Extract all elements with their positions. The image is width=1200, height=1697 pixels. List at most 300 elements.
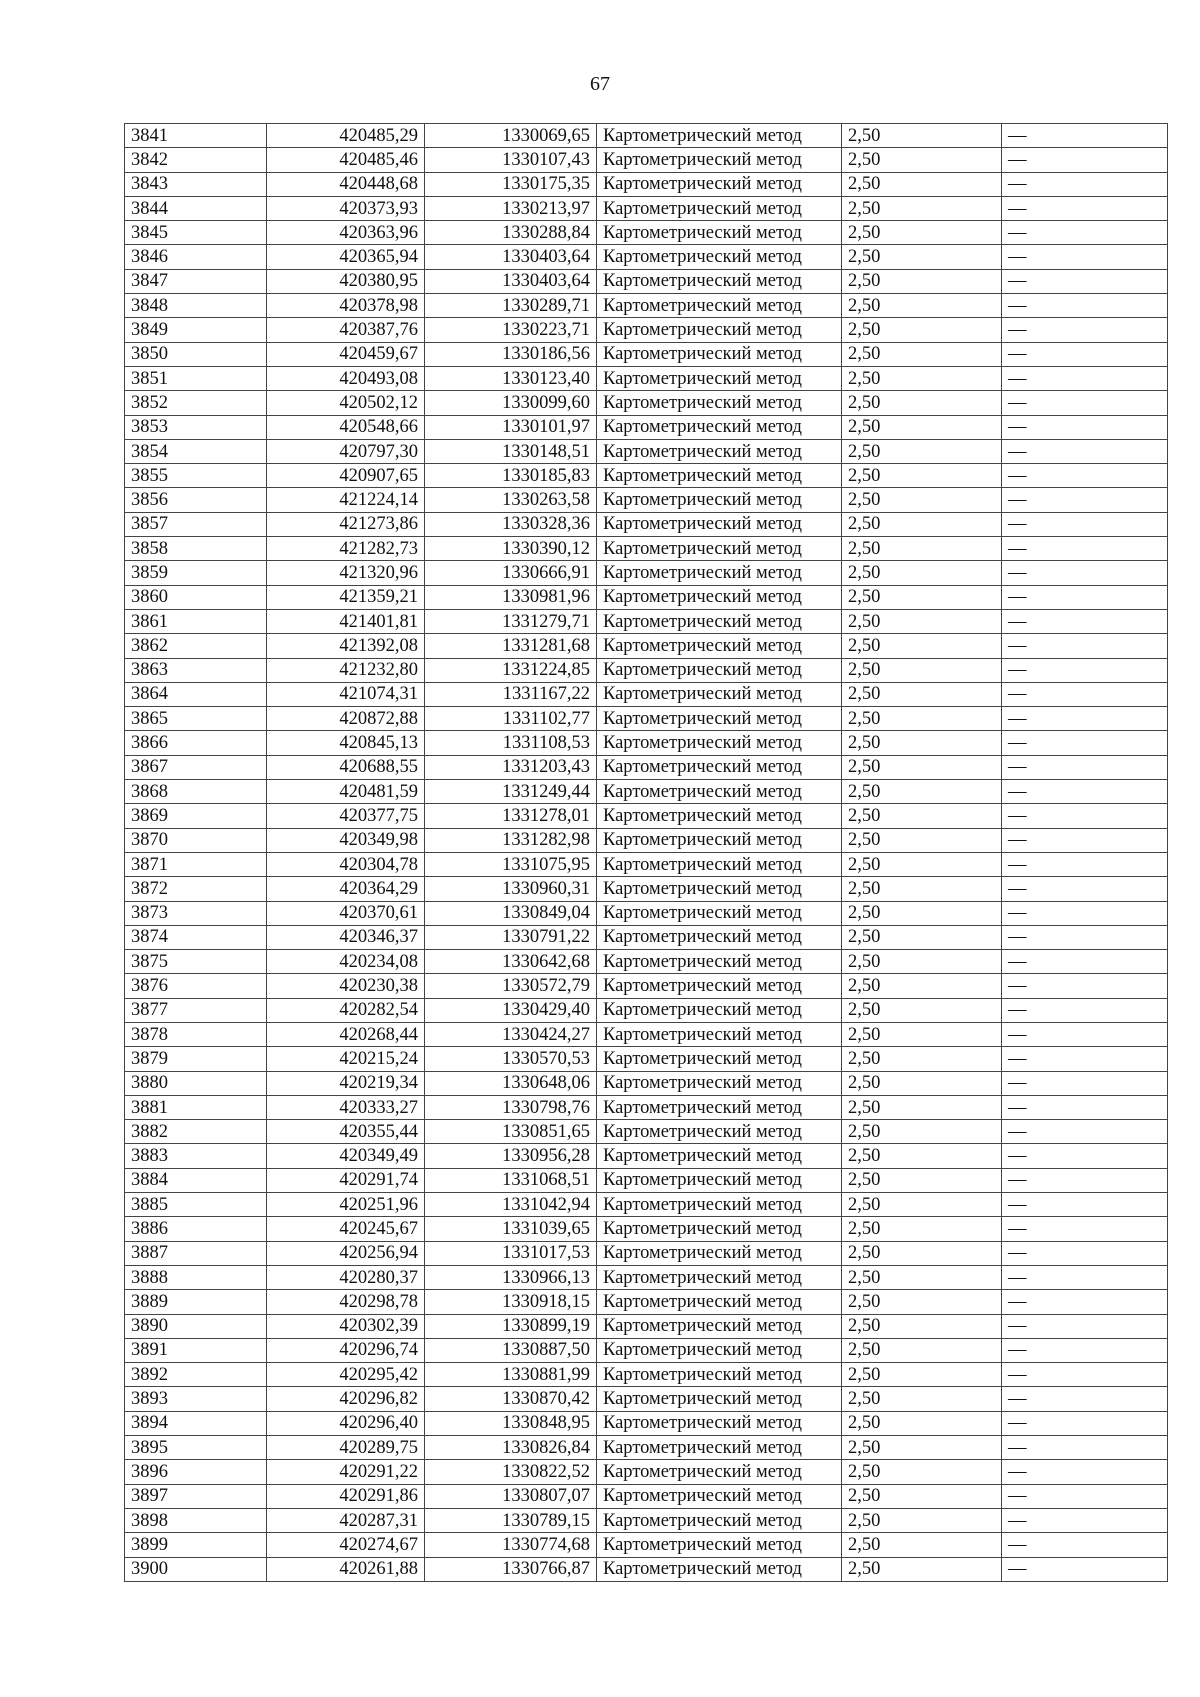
table-row <box>125 974 1168 998</box>
y-coordinate-cell: 1330981,96 <box>425 585 597 609</box>
x-coordinate-cell: 420245,67 <box>267 1217 425 1241</box>
point-number-cell: 3878 <box>125 1022 267 1046</box>
point-number-cell: 3863 <box>125 658 267 682</box>
accuracy-cell: 2,50 <box>842 755 1002 779</box>
note-cell: — <box>1002 1484 1168 1508</box>
note-cell: — <box>1002 1460 1168 1484</box>
y-coordinate-cell: 1330642,68 <box>425 950 597 974</box>
accuracy-cell: 2,50 <box>842 1265 1002 1289</box>
accuracy-cell: 2,50 <box>842 1363 1002 1387</box>
x-coordinate-cell: 420365,94 <box>267 245 425 269</box>
method-cell: Картометрический метод <box>597 342 842 366</box>
method-cell: Картометрический метод <box>597 658 842 682</box>
note-cell: — <box>1002 634 1168 658</box>
table-row <box>125 780 1168 804</box>
point-number-cell: 3891 <box>125 1338 267 1362</box>
method-cell: Картометрический метод <box>597 877 842 901</box>
note-cell: — <box>1002 148 1168 172</box>
y-coordinate-cell: 1330403,64 <box>425 269 597 293</box>
note-cell: — <box>1002 1533 1168 1557</box>
table-row <box>125 925 1168 949</box>
method-cell: Картометрический метод <box>597 488 842 512</box>
y-coordinate-cell: 1330185,83 <box>425 464 597 488</box>
x-coordinate-cell: 420373,93 <box>267 196 425 220</box>
y-coordinate-cell: 1330881,99 <box>425 1363 597 1387</box>
y-coordinate-cell: 1330870,42 <box>425 1387 597 1411</box>
point-number-cell: 3858 <box>125 537 267 561</box>
x-coordinate-cell: 420378,98 <box>267 294 425 318</box>
x-coordinate-cell: 420274,67 <box>267 1533 425 1557</box>
method-cell: Картометрический метод <box>597 804 842 828</box>
method-cell: Картометрический метод <box>597 1144 842 1168</box>
point-number-cell: 3851 <box>125 366 267 390</box>
method-cell: Картометрический метод <box>597 1095 842 1119</box>
x-coordinate-cell: 421320,96 <box>267 561 425 585</box>
y-coordinate-cell: 1331068,51 <box>425 1168 597 1192</box>
point-number-cell: 3843 <box>125 172 267 196</box>
x-coordinate-cell: 421401,81 <box>267 609 425 633</box>
point-number-cell: 3881 <box>125 1095 267 1119</box>
x-coordinate-cell: 421359,21 <box>267 585 425 609</box>
point-number-cell: 3846 <box>125 245 267 269</box>
y-coordinate-cell: 1330849,04 <box>425 901 597 925</box>
x-coordinate-cell: 420364,29 <box>267 877 425 901</box>
table-row <box>125 1484 1168 1508</box>
table-row <box>125 488 1168 512</box>
accuracy-cell: 2,50 <box>842 221 1002 245</box>
point-number-cell: 3897 <box>125 1484 267 1508</box>
note-cell: — <box>1002 415 1168 439</box>
y-coordinate-cell: 1331167,22 <box>425 682 597 706</box>
point-number-cell: 3860 <box>125 585 267 609</box>
note-cell: — <box>1002 391 1168 415</box>
y-coordinate-cell: 1330288,84 <box>425 221 597 245</box>
table-row <box>125 658 1168 682</box>
x-coordinate-cell: 420268,44 <box>267 1022 425 1046</box>
table-row <box>125 196 1168 220</box>
y-coordinate-cell: 1331203,43 <box>425 755 597 779</box>
y-coordinate-cell: 1331249,44 <box>425 780 597 804</box>
y-coordinate-cell: 1330099,60 <box>425 391 597 415</box>
y-coordinate-cell: 1331279,71 <box>425 609 597 633</box>
note-cell: — <box>1002 658 1168 682</box>
point-number-cell: 3864 <box>125 682 267 706</box>
table-row <box>125 245 1168 269</box>
note-cell: — <box>1002 852 1168 876</box>
x-coordinate-cell: 420481,59 <box>267 780 425 804</box>
table-row <box>125 707 1168 731</box>
table-row <box>125 901 1168 925</box>
y-coordinate-cell: 1330328,36 <box>425 512 597 536</box>
point-number-cell: 3842 <box>125 148 267 172</box>
table-row <box>125 1533 1168 1557</box>
table-row <box>125 1095 1168 1119</box>
table-row <box>125 561 1168 585</box>
accuracy-cell: 2,50 <box>842 318 1002 342</box>
method-cell: Картометрический метод <box>597 196 842 220</box>
note-cell: — <box>1002 974 1168 998</box>
y-coordinate-cell: 1330429,40 <box>425 998 597 1022</box>
point-number-cell: 3872 <box>125 877 267 901</box>
accuracy-cell: 2,50 <box>842 974 1002 998</box>
table-row <box>125 294 1168 318</box>
table-row <box>125 537 1168 561</box>
accuracy-cell: 2,50 <box>842 1460 1002 1484</box>
y-coordinate-cell: 1331017,53 <box>425 1241 597 1265</box>
point-number-cell: 3899 <box>125 1533 267 1557</box>
accuracy-cell: 2,50 <box>842 1290 1002 1314</box>
point-number-cell: 3895 <box>125 1436 267 1460</box>
x-coordinate-cell: 421282,73 <box>267 537 425 561</box>
note-cell: — <box>1002 828 1168 852</box>
x-coordinate-cell: 420219,34 <box>267 1071 425 1095</box>
accuracy-cell: 2,50 <box>842 124 1002 148</box>
method-cell: Картометрический метод <box>597 512 842 536</box>
point-number-cell: 3875 <box>125 950 267 974</box>
accuracy-cell: 2,50 <box>842 682 1002 706</box>
method-cell: Картометрический метод <box>597 1071 842 1095</box>
note-cell: — <box>1002 537 1168 561</box>
x-coordinate-cell: 420295,42 <box>267 1363 425 1387</box>
y-coordinate-cell: 1330069,65 <box>425 124 597 148</box>
x-coordinate-cell: 420282,54 <box>267 998 425 1022</box>
note-cell: — <box>1002 1193 1168 1217</box>
method-cell: Картометрический метод <box>597 561 842 585</box>
table-row <box>125 852 1168 876</box>
x-coordinate-cell: 420291,74 <box>267 1168 425 1192</box>
table-row <box>125 1387 1168 1411</box>
note-cell: — <box>1002 561 1168 585</box>
note-cell: — <box>1002 1047 1168 1071</box>
method-cell: Картометрический метод <box>597 852 842 876</box>
note-cell: — <box>1002 804 1168 828</box>
point-number-cell: 3882 <box>125 1120 267 1144</box>
point-number-cell: 3845 <box>125 221 267 245</box>
y-coordinate-cell: 1330848,95 <box>425 1411 597 1435</box>
method-cell: Картометрический метод <box>597 1168 842 1192</box>
note-cell: — <box>1002 1095 1168 1119</box>
accuracy-cell: 2,50 <box>842 1557 1002 1581</box>
accuracy-cell: 2,50 <box>842 1217 1002 1241</box>
point-number-cell: 3871 <box>125 852 267 876</box>
accuracy-cell: 2,50 <box>842 342 1002 366</box>
x-coordinate-cell: 420289,75 <box>267 1436 425 1460</box>
method-cell: Картометрический метод <box>597 1120 842 1144</box>
method-cell: Картометрический метод <box>597 1484 842 1508</box>
point-number-cell: 3888 <box>125 1265 267 1289</box>
table-row <box>125 950 1168 974</box>
table-row <box>125 1047 1168 1071</box>
y-coordinate-cell: 1331278,01 <box>425 804 597 828</box>
accuracy-cell: 2,50 <box>842 1168 1002 1192</box>
point-number-cell: 3892 <box>125 1363 267 1387</box>
x-coordinate-cell: 420296,82 <box>267 1387 425 1411</box>
point-number-cell: 3861 <box>125 609 267 633</box>
note-cell: — <box>1002 245 1168 269</box>
method-cell: Картометрический метод <box>597 269 842 293</box>
accuracy-cell: 2,50 <box>842 950 1002 974</box>
accuracy-cell: 2,50 <box>842 877 1002 901</box>
note-cell: — <box>1002 1314 1168 1338</box>
x-coordinate-cell: 420346,37 <box>267 925 425 949</box>
x-coordinate-cell: 420502,12 <box>267 391 425 415</box>
note-cell: — <box>1002 1508 1168 1532</box>
note-cell: — <box>1002 609 1168 633</box>
point-number-cell: 3853 <box>125 415 267 439</box>
y-coordinate-cell: 1330807,07 <box>425 1484 597 1508</box>
method-cell: Картометрический метод <box>597 1022 842 1046</box>
point-number-cell: 3876 <box>125 974 267 998</box>
y-coordinate-cell: 1330966,13 <box>425 1265 597 1289</box>
y-coordinate-cell: 1330148,51 <box>425 439 597 463</box>
table-row <box>125 804 1168 828</box>
method-cell: Картометрический метод <box>597 828 842 852</box>
x-coordinate-cell: 420459,67 <box>267 342 425 366</box>
x-coordinate-cell: 420296,40 <box>267 1411 425 1435</box>
point-number-cell: 3879 <box>125 1047 267 1071</box>
x-coordinate-cell: 420251,96 <box>267 1193 425 1217</box>
point-number-cell: 3848 <box>125 294 267 318</box>
table-row <box>125 1290 1168 1314</box>
table-row <box>125 1144 1168 1168</box>
method-cell: Картометрический метод <box>597 391 842 415</box>
method-cell: Картометрический метод <box>597 537 842 561</box>
x-coordinate-cell: 420304,78 <box>267 852 425 876</box>
y-coordinate-cell: 1330223,71 <box>425 318 597 342</box>
table-row <box>125 221 1168 245</box>
accuracy-cell: 2,50 <box>842 658 1002 682</box>
method-cell: Картометрический метод <box>597 682 842 706</box>
point-number-cell: 3887 <box>125 1241 267 1265</box>
x-coordinate-cell: 420548,66 <box>267 415 425 439</box>
y-coordinate-cell: 1330956,28 <box>425 1144 597 1168</box>
y-coordinate-cell: 1330289,71 <box>425 294 597 318</box>
note-cell: — <box>1002 172 1168 196</box>
table-row <box>125 148 1168 172</box>
x-coordinate-cell: 420256,94 <box>267 1241 425 1265</box>
note-cell: — <box>1002 342 1168 366</box>
table-row <box>125 1071 1168 1095</box>
accuracy-cell: 2,50 <box>842 707 1002 731</box>
x-coordinate-cell: 420493,08 <box>267 366 425 390</box>
note-cell: — <box>1002 1241 1168 1265</box>
y-coordinate-cell: 1330263,58 <box>425 488 597 512</box>
note-cell: — <box>1002 950 1168 974</box>
point-number-cell: 3885 <box>125 1193 267 1217</box>
table-row <box>125 1022 1168 1046</box>
point-number-cell: 3847 <box>125 269 267 293</box>
x-coordinate-cell: 420298,78 <box>267 1290 425 1314</box>
note-cell: — <box>1002 1168 1168 1192</box>
method-cell: Картометрический метод <box>597 1460 842 1484</box>
y-coordinate-cell: 1330766,87 <box>425 1557 597 1581</box>
point-number-cell: 3841 <box>125 124 267 148</box>
method-cell: Картометрический метод <box>597 439 842 463</box>
method-cell: Картометрический метод <box>597 1265 842 1289</box>
method-cell: Картометрический метод <box>597 464 842 488</box>
x-coordinate-cell: 420688,55 <box>267 755 425 779</box>
method-cell: Картометрический метод <box>597 998 842 1022</box>
accuracy-cell: 2,50 <box>842 366 1002 390</box>
accuracy-cell: 2,50 <box>842 415 1002 439</box>
y-coordinate-cell: 1331224,85 <box>425 658 597 682</box>
note-cell: — <box>1002 1217 1168 1241</box>
point-number-cell: 3889 <box>125 1290 267 1314</box>
point-number-cell: 3900 <box>125 1557 267 1581</box>
x-coordinate-cell: 420355,44 <box>267 1120 425 1144</box>
method-cell: Картометрический метод <box>597 1363 842 1387</box>
point-number-cell: 3854 <box>125 439 267 463</box>
y-coordinate-cell: 1330101,97 <box>425 415 597 439</box>
y-coordinate-cell: 1330424,27 <box>425 1022 597 1046</box>
accuracy-cell: 2,50 <box>842 1338 1002 1362</box>
table-row <box>125 415 1168 439</box>
method-cell: Картометрический метод <box>597 1436 842 1460</box>
method-cell: Картометрический метод <box>597 294 842 318</box>
x-coordinate-cell: 420845,13 <box>267 731 425 755</box>
table-row <box>125 609 1168 633</box>
x-coordinate-cell: 421392,08 <box>267 634 425 658</box>
accuracy-cell: 2,50 <box>842 269 1002 293</box>
accuracy-cell: 2,50 <box>842 391 1002 415</box>
x-coordinate-cell: 421224,14 <box>267 488 425 512</box>
method-cell: Картометрический метод <box>597 1387 842 1411</box>
point-number-cell: 3880 <box>125 1071 267 1095</box>
accuracy-cell: 2,50 <box>842 1120 1002 1144</box>
table-row <box>125 464 1168 488</box>
note-cell: — <box>1002 488 1168 512</box>
y-coordinate-cell: 1330123,40 <box>425 366 597 390</box>
method-cell: Картометрический метод <box>597 780 842 804</box>
x-coordinate-cell: 420287,31 <box>267 1508 425 1532</box>
point-number-cell: 3890 <box>125 1314 267 1338</box>
table-row <box>125 124 1168 148</box>
accuracy-cell: 2,50 <box>842 1436 1002 1460</box>
method-cell: Картометрический метод <box>597 925 842 949</box>
x-coordinate-cell: 421232,80 <box>267 658 425 682</box>
note-cell: — <box>1002 1436 1168 1460</box>
table-row <box>125 998 1168 1022</box>
method-cell: Картометрический метод <box>597 1557 842 1581</box>
note-cell: — <box>1002 221 1168 245</box>
x-coordinate-cell: 421273,86 <box>267 512 425 536</box>
x-coordinate-cell: 420377,75 <box>267 804 425 828</box>
x-coordinate-cell: 420291,86 <box>267 1484 425 1508</box>
accuracy-cell: 2,50 <box>842 488 1002 512</box>
point-number-cell: 3886 <box>125 1217 267 1241</box>
y-coordinate-cell: 1330390,12 <box>425 537 597 561</box>
y-coordinate-cell: 1330648,06 <box>425 1071 597 1095</box>
note-cell: — <box>1002 901 1168 925</box>
method-cell: Картометрический метод <box>597 1047 842 1071</box>
accuracy-cell: 2,50 <box>842 609 1002 633</box>
table-row <box>125 877 1168 901</box>
note-cell: — <box>1002 998 1168 1022</box>
point-number-cell: 3869 <box>125 804 267 828</box>
method-cell: Картометрический метод <box>597 318 842 342</box>
accuracy-cell: 2,50 <box>842 852 1002 876</box>
table-row <box>125 1460 1168 1484</box>
y-coordinate-cell: 1330213,97 <box>425 196 597 220</box>
note-cell: — <box>1002 1290 1168 1314</box>
accuracy-cell: 2,50 <box>842 561 1002 585</box>
accuracy-cell: 2,50 <box>842 585 1002 609</box>
note-cell: — <box>1002 318 1168 342</box>
table-row <box>125 682 1168 706</box>
x-coordinate-cell: 420230,38 <box>267 974 425 998</box>
y-coordinate-cell: 1330918,15 <box>425 1290 597 1314</box>
y-coordinate-cell: 1330666,91 <box>425 561 597 585</box>
x-coordinate-cell: 420302,39 <box>267 1314 425 1338</box>
note-cell: — <box>1002 682 1168 706</box>
y-coordinate-cell: 1330822,52 <box>425 1460 597 1484</box>
x-coordinate-cell: 420280,37 <box>267 1265 425 1289</box>
x-coordinate-cell: 420370,61 <box>267 901 425 925</box>
point-number-cell: 3852 <box>125 391 267 415</box>
point-number-cell: 3867 <box>125 755 267 779</box>
table-row <box>125 1193 1168 1217</box>
method-cell: Картометрический метод <box>597 585 842 609</box>
note-cell: — <box>1002 585 1168 609</box>
x-coordinate-cell: 420261,88 <box>267 1557 425 1581</box>
y-coordinate-cell: 1330791,22 <box>425 925 597 949</box>
table-row <box>125 1265 1168 1289</box>
y-coordinate-cell: 1330887,50 <box>425 1338 597 1362</box>
note-cell: — <box>1002 1387 1168 1411</box>
method-cell: Картометрический метод <box>597 1411 842 1435</box>
table-row <box>125 1314 1168 1338</box>
table-row <box>125 318 1168 342</box>
x-coordinate-cell: 420363,96 <box>267 221 425 245</box>
accuracy-cell: 2,50 <box>842 464 1002 488</box>
note-cell: — <box>1002 1411 1168 1435</box>
table-row <box>125 828 1168 852</box>
coordinates-table-body <box>125 124 1168 1582</box>
accuracy-cell: 2,50 <box>842 172 1002 196</box>
method-cell: Картометрический метод <box>597 221 842 245</box>
note-cell: — <box>1002 877 1168 901</box>
note-cell: — <box>1002 731 1168 755</box>
y-coordinate-cell: 1330899,19 <box>425 1314 597 1338</box>
accuracy-cell: 2,50 <box>842 1314 1002 1338</box>
x-coordinate-cell: 420349,49 <box>267 1144 425 1168</box>
table-row <box>125 269 1168 293</box>
accuracy-cell: 2,50 <box>842 196 1002 220</box>
page-number: 67 <box>590 73 610 95</box>
coordinates-table <box>124 123 1168 1582</box>
point-number-cell: 3855 <box>125 464 267 488</box>
method-cell: Картометрический метод <box>597 1338 842 1362</box>
x-coordinate-cell: 420296,74 <box>267 1338 425 1362</box>
note-cell: — <box>1002 464 1168 488</box>
table-row <box>125 1241 1168 1265</box>
method-cell: Картометрический метод <box>597 148 842 172</box>
x-coordinate-cell: 420485,29 <box>267 124 425 148</box>
x-coordinate-cell: 421074,31 <box>267 682 425 706</box>
note-cell: — <box>1002 124 1168 148</box>
y-coordinate-cell: 1330798,76 <box>425 1095 597 1119</box>
method-cell: Картометрический метод <box>597 1193 842 1217</box>
accuracy-cell: 2,50 <box>842 804 1002 828</box>
note-cell: — <box>1002 439 1168 463</box>
table-row <box>125 1168 1168 1192</box>
note-cell: — <box>1002 1120 1168 1144</box>
accuracy-cell: 2,50 <box>842 1193 1002 1217</box>
x-coordinate-cell: 420215,24 <box>267 1047 425 1071</box>
y-coordinate-cell: 1331281,68 <box>425 634 597 658</box>
y-coordinate-cell: 1331039,65 <box>425 1217 597 1241</box>
point-number-cell: 3883 <box>125 1144 267 1168</box>
